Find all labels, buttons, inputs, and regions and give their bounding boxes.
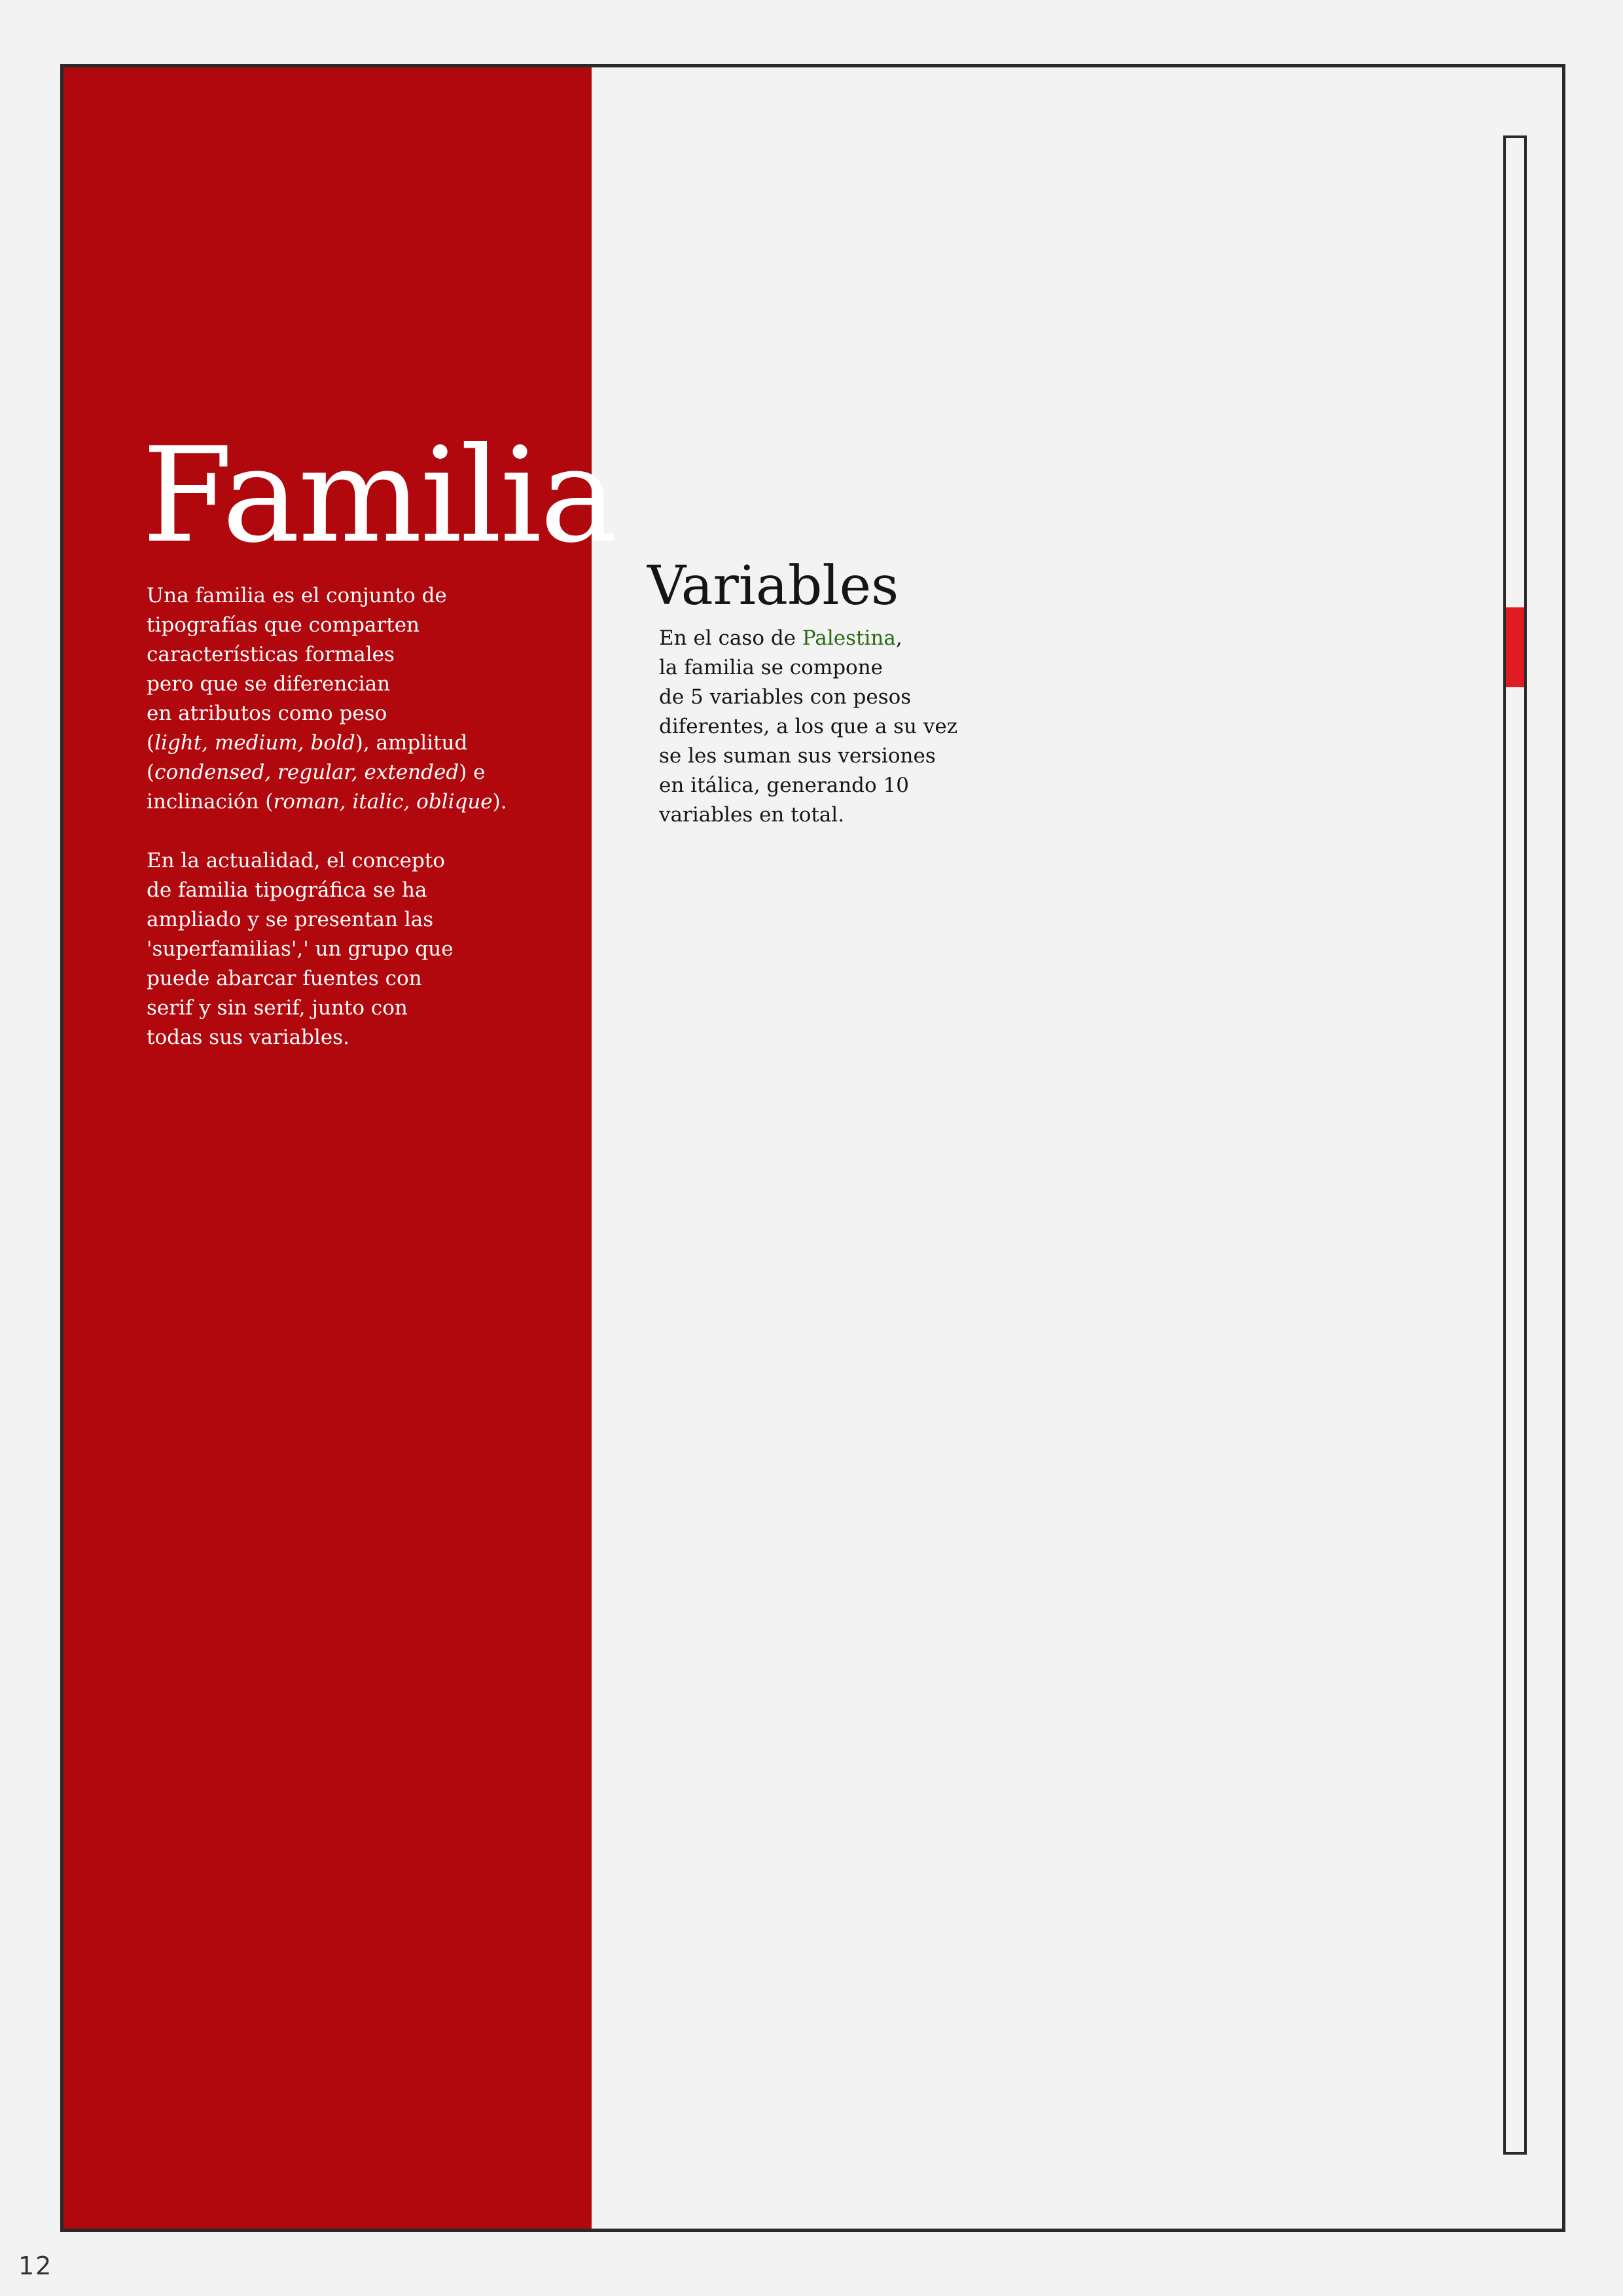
text-run: ), amplitud (355, 731, 468, 755)
text-line: en itálica, generando 10 (659, 774, 909, 797)
text-line: Una familia es el conjunto de (147, 584, 447, 607)
text-run: , (895, 626, 902, 650)
page-number: 12 (18, 2251, 53, 2280)
text-line: ampliado y se presentan las (147, 908, 434, 931)
width-examples: condensed, regular, extended (154, 761, 459, 784)
text-line: de 5 variables con pesos (659, 685, 912, 709)
text-line: diferentes, a los que a su vez (659, 715, 958, 738)
text-line: 'superfamilias',' un grupo que (147, 937, 454, 961)
text-line: tipografías que comparten (147, 613, 420, 637)
familia-description (147, 581, 572, 1082)
text-line: la familia se compone (659, 656, 883, 679)
scrollbar-thumb[interactable] (1506, 607, 1524, 687)
text-line: serif y sin serif, junto con (147, 996, 408, 1020)
text-line: En la actualidad, el concepto (147, 849, 445, 872)
text-run: ). (492, 790, 507, 814)
text-line: características formales (147, 643, 395, 666)
familia-paragraph-2 (147, 846, 572, 1052)
text-line (659, 624, 1052, 653)
scrollbar-track[interactable] (1503, 135, 1527, 2155)
text-line (147, 728, 572, 758)
text-line: puede abarcar fuentes con (147, 967, 422, 990)
text-line: de familia tipográfica se ha (147, 878, 427, 902)
text-line: todas sus variables. (147, 1026, 349, 1049)
text-run: ( (147, 761, 155, 784)
text-line (147, 758, 572, 787)
familia-paragraph-1 (147, 581, 572, 817)
text-run: ( (147, 731, 155, 755)
variables-description (659, 624, 1052, 830)
slope-examples: roman, italic, oblique (273, 790, 493, 814)
weight-examples: light, medium, bold (154, 731, 355, 755)
red-panel (63, 67, 616, 2229)
page-frame (60, 64, 1565, 2232)
text-run: inclinación ( (147, 790, 274, 814)
title-familia: Familia (142, 420, 616, 572)
variables-paragraph (659, 624, 1052, 830)
text-run: En el caso de (659, 626, 802, 650)
title-variables: Variables (647, 555, 899, 617)
text-line: variables en total. (659, 803, 845, 827)
text-line: en atributos como peso (147, 702, 387, 725)
text-line: pero que se diferencian (147, 672, 391, 696)
text-line: se les suman sus versiones (659, 744, 936, 768)
text-line (147, 787, 572, 817)
font-name-highlight: Palestina (802, 626, 896, 650)
text-run: ) e (459, 761, 486, 784)
